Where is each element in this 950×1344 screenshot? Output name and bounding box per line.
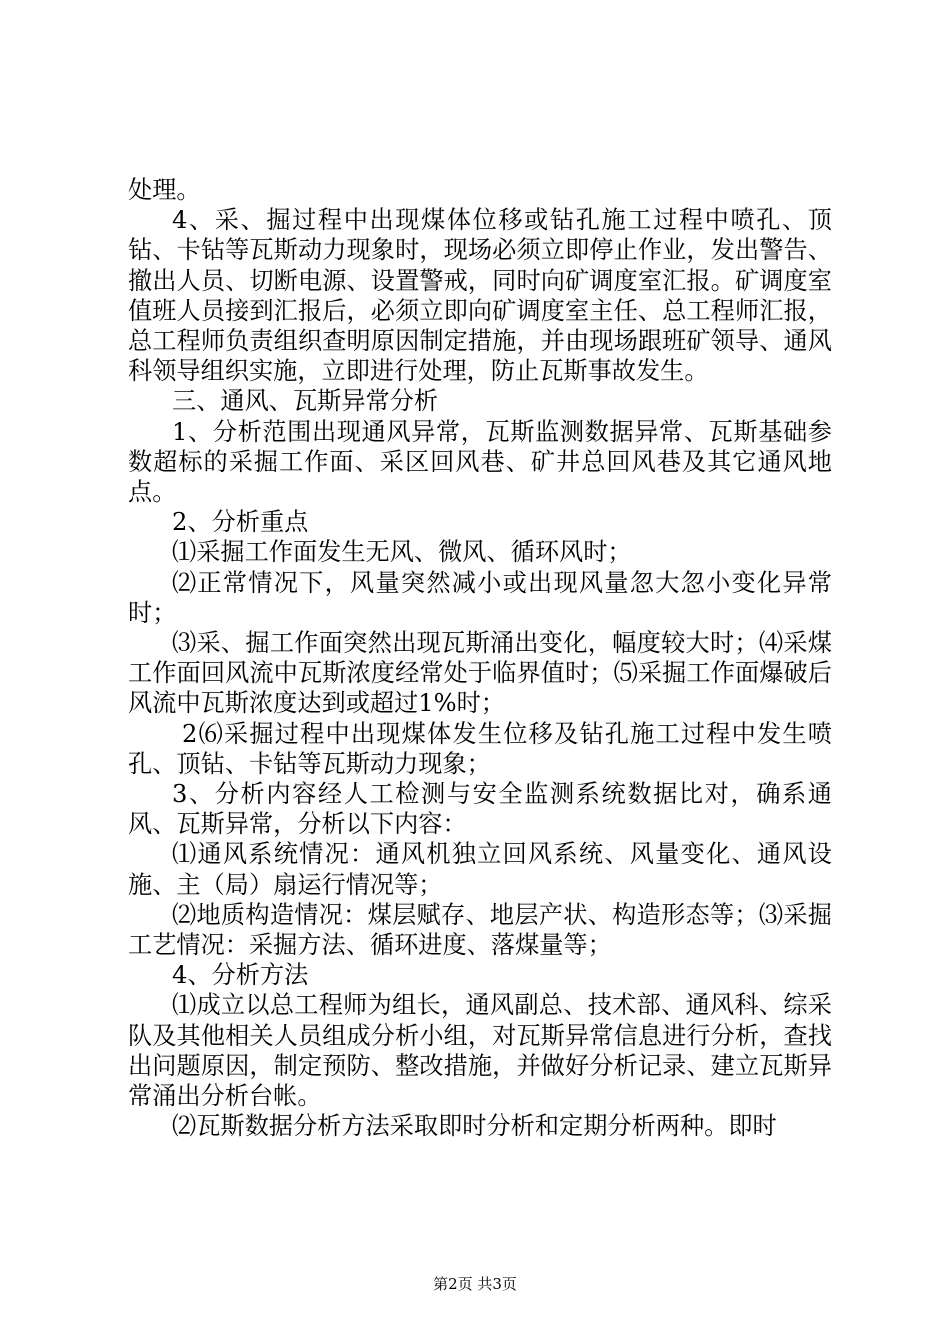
list-item: ⑴采掘工作面发生无风、微风、循环风时； [172, 538, 632, 567]
list-item: 2⑹采掘过程中出现煤体发生位移及钻孔施工过程中发生喷孔、顶钻、卡钻等瓦斯动力现象； [128, 719, 832, 778]
paragraph: 3、分析内容经人工检测与安全监测系统数据比对，确系通风、瓦斯异常，分析以下内容： [128, 780, 832, 839]
list-item: ⑶采、掘工作面突然出现瓦斯涌出变化，幅度较大时；⑷采煤工作面回风流中瓦斯浓度经常处于临界值时；⑸采掘工作面爆破后风流中瓦斯浓度达到或超过1%时； [128, 629, 832, 718]
paragraph: 4、采、掘过程中出现煤体位移或钻孔施工过程中喷孔、顶钻、卡钻等瓦斯动力现象时，现场必须立即停止作业，发出警告、撤出人员、切断电源、设置警戒，同时向矿调度室汇报。矿调度室值班人员接到汇报后，必须立即向矿调度室主任、总工程师汇报，总工程师负责组织查明原因制定措施，并由现场跟班矿领导、通风科领导组织实施，立即进行处理，防止瓦斯事故发生。 [128, 206, 832, 386]
subsection-heading: 4、分析方法 [172, 961, 309, 990]
list-item: ⑵瓦斯数据分析方法采取即时分析和定期分析两种。即时 [172, 1112, 777, 1141]
list-item: ⑵地质构造情况：煤层赋存、地层产状、构造形态等；⑶采掘工艺情况：采掘方法、循环进度、落煤量等； [128, 900, 832, 960]
list-item: ⑴成立以总工程师为组长，通风副总、技术部、通风科、综采队及其他相关人员组成分析小组，对瓦斯异常信息进行分析，查找出问题原因，制定预防、整改措施，并做好分析记录、建立瓦斯异常涌出分析台帐。 [128, 991, 832, 1111]
list-item: ⑵正常情况下，风量突然减小或出现风量忽大忽小变化异常时； [128, 568, 832, 627]
document-body [128, 175, 832, 1142]
paragraph: 1、分析范围出现通风异常，瓦斯监测数据异常、瓦斯基础参数超标的采掘工作面、采区回风巷、矿井总回风巷及其它通风地点。 [128, 417, 832, 507]
list-item: ⑴通风系统情况：通风机独立回风系统、风量变化、通风设施、主（局）扇运行情况等； [128, 840, 832, 899]
page-footer: 第2页 共3页 [433, 1275, 517, 1293]
subsection-heading: 2、分析重点 [172, 508, 309, 537]
paragraph: 处理。 [128, 176, 201, 204]
section-heading: 三、通风、瓦斯异常分析 [172, 387, 439, 416]
